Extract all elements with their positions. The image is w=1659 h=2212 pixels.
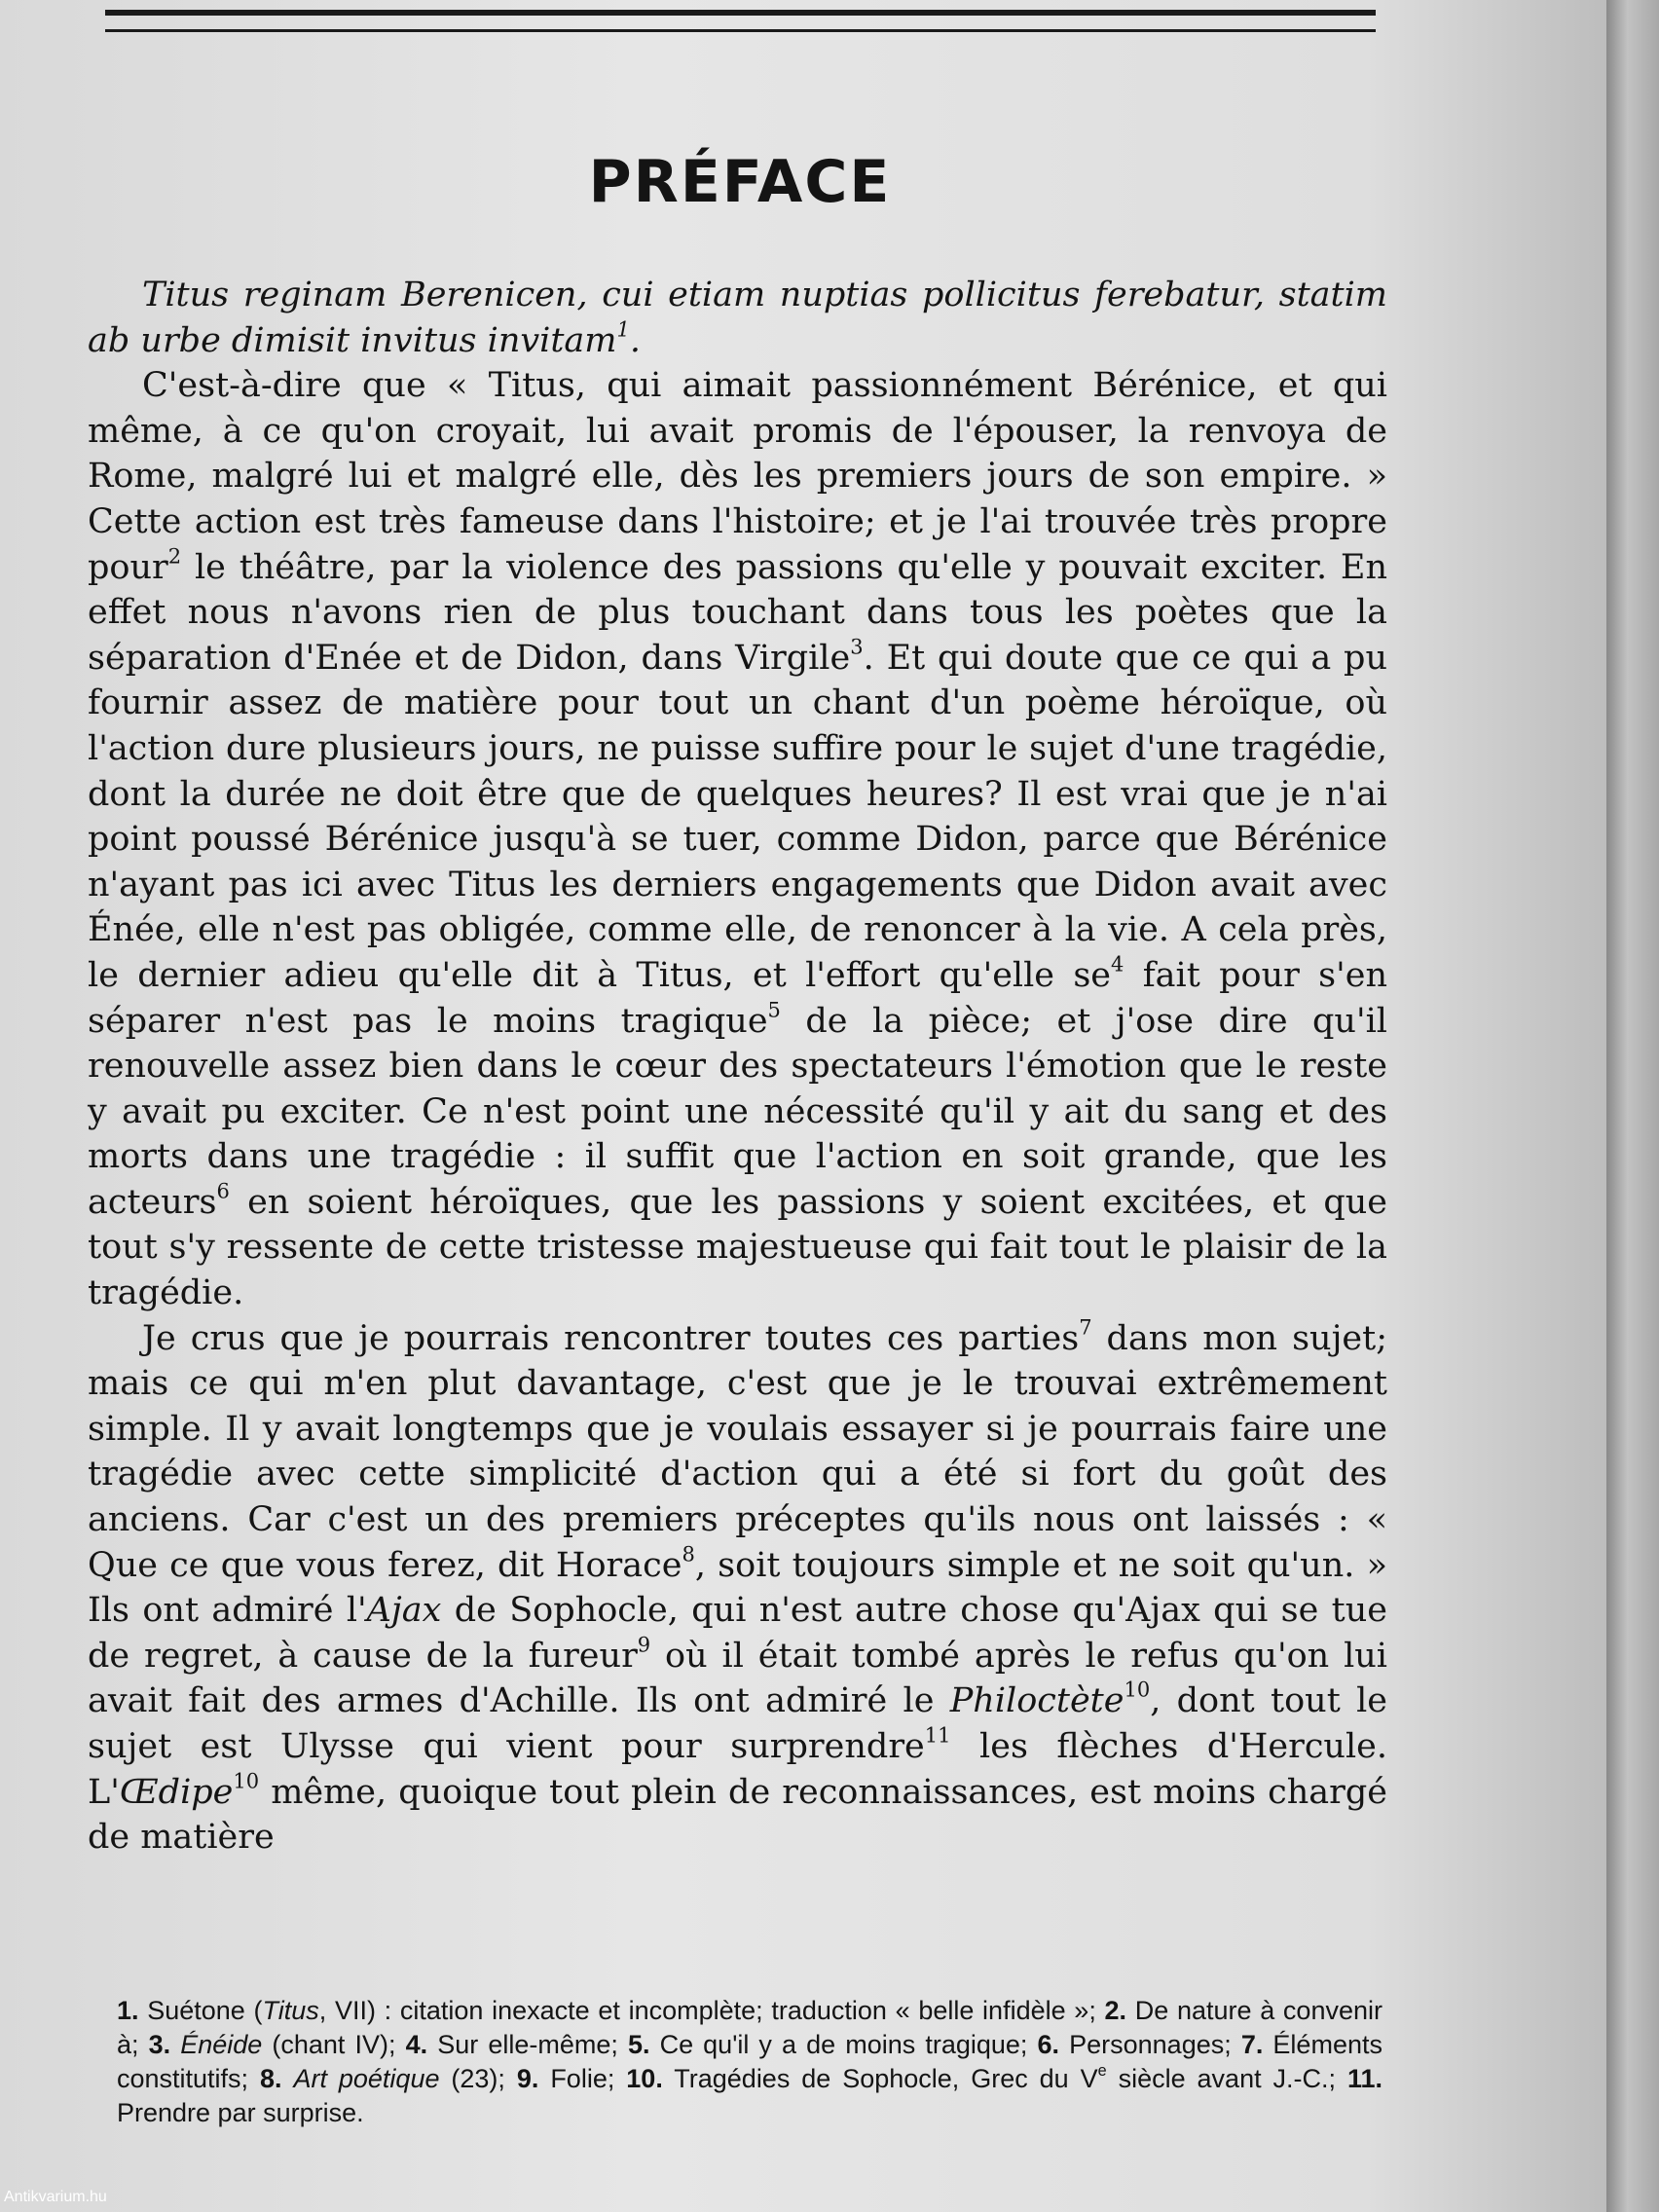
footnote-ref: 9	[637, 1633, 651, 1657]
watermark: Antikvarium.hu	[4, 2189, 107, 2205]
top-rule-thin	[105, 29, 1376, 32]
footnote-ref: 8	[682, 1541, 695, 1566]
body-text	[88, 273, 1387, 1861]
footnote-ref: 2	[167, 543, 182, 568]
footnote-ref: 5	[767, 997, 781, 1021]
footnote-ref: 3	[850, 635, 864, 658]
paragraph-2: Je crus que je pourrais rencontrer toutes ces parties$^7$ dans mon sujet; mais ce qui m'en plut davantage, c'est que je le trouvai extrêmement simple. Il y avait longtemps que je voulais essayer si je pourrais faire une tragédie avec cette simplicité d'action qui a été si fort du goût des anciens. Car c'est un des premiers préceptes qu'ils nous ont laissés : « Que ce que vous ferez, dit Horace$^8$, soit toujours simple et ne soit qu'un. » Ils ont admiré l'Ajax de Sophocle, qui n'est autre chose qu'Ajax qui se tue de regret, à cause de la fureur$^9$ où il était tombé après le refus qu'on lui avait fait des armes d'Achille. Ils ont admiré le Philoctète$^{10}$, dont tout le sujet est Ulysse qui vient pour surprendre$^{11}$ les flèches d'Hercule. L'Œdipe$^{10}$ même, quoique tout plein de reconnaissances, est moins chargé de matière	[88, 1314, 1388, 1858]
footnotes	[117, 1994, 1382, 2130]
paragraph-1: C'est-à-dire que « Titus, qui aimait passionnément Bérénice, et qui même, à ce qu'on croyait, lui avait promis de l'épouser, la renvoya de Rome, malgré lui et malgré elle, dès les premiers jours de son empire. » Cette action est très fameuse dans l'histoire; et je l'ai trouvée très propre pour$^2$ le théâtre, par la violence des passions qu'elle y pouvait exciter. En effet nous n'avons rien de plus touchant dans tous les poètes que la séparation d'Enée et de Didon, dans Virgile$^3$. Et qui doute que ce qui a pu fournir assez de matière pour tout un chant d'un poème héroïque, où l'action dure plusieurs jours, ne puisse suffire pour le sujet d'une tragédie, dont la durée ne doit être que de quelques heures? Il est vrai que je n'ai point poussé Bérénice jusqu'à se tuer, comme Didon, parce que Bérénice n'ayant pas ici avec Titus les derniers engagements que Didon avait avec Énée, elle n'est pas obligée, comme elle, de renoncer à la vie. A cela près, le dernier adieu qu'elle dit à Titus, et l'effort qu'elle $se^4$ fait pour s'en séparer n'est pas le moins tragique$^5$ de la pièce; et j'ose dire qu'il renouvelle assez bien dans le cœur des spectateurs l'émotion que le reste y avait pu exciter. Ce n'est point une nécessité qu'il y ait du sang et des morts dans une tragédie : il suffit que l'action en soit grande, que les acteurs$^6$ en soient héroïques, que les passions y soient excitées, et que tout s'y ressente de cette tristesse majestueuse qui fait tout le plaisir de la tragédie.	[88, 366, 1387, 1313]
footnote-ref: 10	[1124, 1677, 1151, 1702]
footnote-list: 1. Suétone (Titus, VII) : citation inexacte et incomplète; traduction « belle infidèle »; 2. De nature à convenir à; 3. Énéide (chant IV); 4. Sur elle-même; 5. Ce qu'il y a de moins tragique; 6. Personnages; 7. Éléments constitutifs; 8. Art poétique (23); 9. Folie; 10. Tragédies de Sophocle, Grec du Ve siècle avant J.-C.; 11. Prendre par surprise.	[117, 1996, 1382, 2127]
footnote-ref: 6	[216, 1179, 230, 1203]
latin-quote: Titus reginam Berenicen, cui etiam nuptias pollicitus ferebatur, statim ab urbe dimisit invitus invitam$^1$.	[88, 276, 1387, 360]
footnote-ref: 11	[924, 1723, 951, 1748]
footnote-ref: 4	[1111, 952, 1124, 977]
footnote-ref: 10	[233, 1768, 260, 1792]
page-title: PRÉFACE	[588, 148, 892, 216]
page-edge-shadow	[1606, 0, 1659, 2212]
footnote-ref: 7	[1079, 1314, 1092, 1339]
top-rule	[105, 10, 1376, 16]
